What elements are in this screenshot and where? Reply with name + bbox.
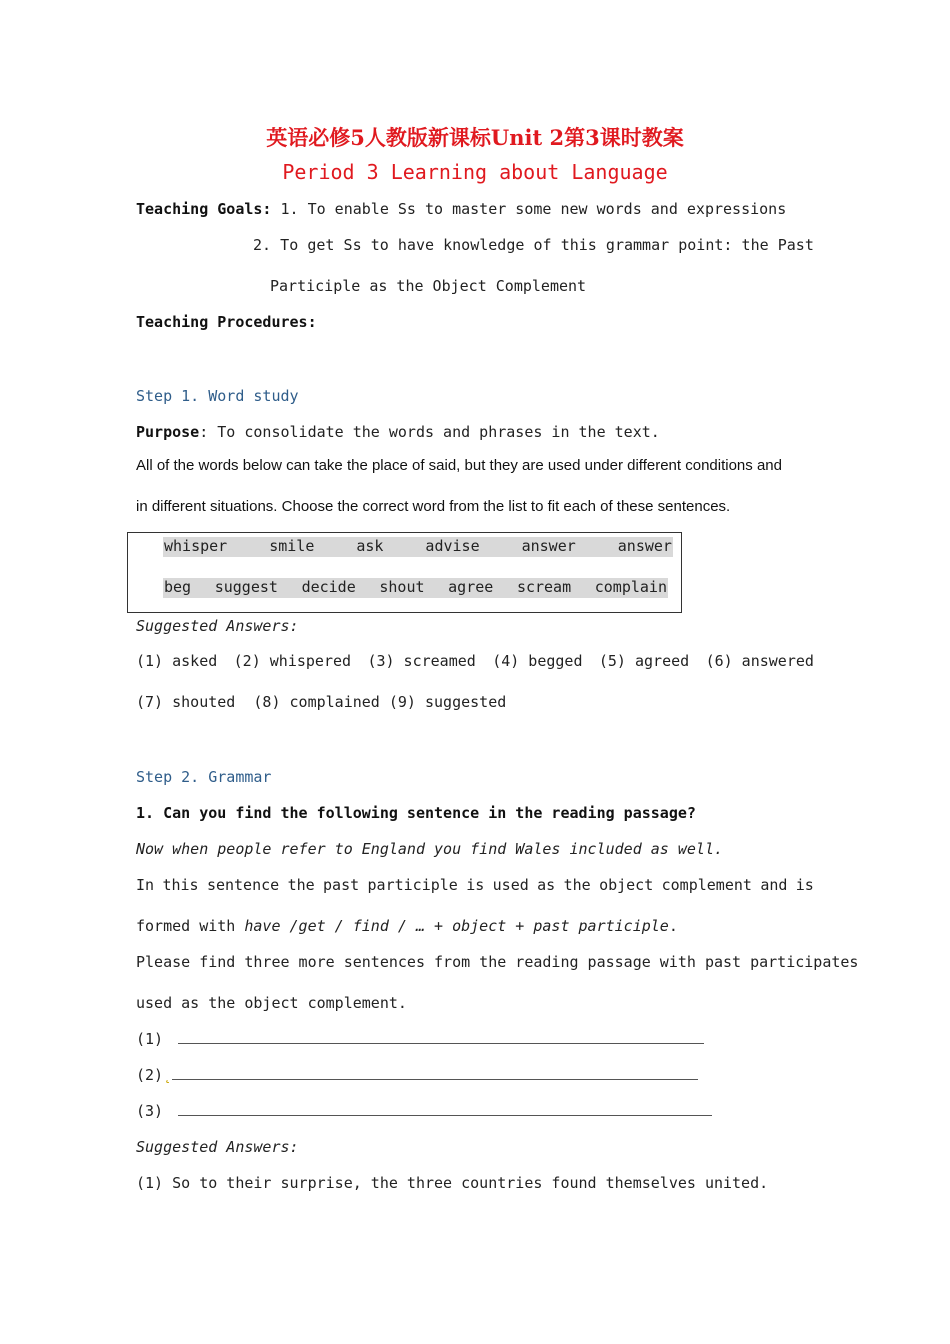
suggested-answer-1: (1) So to their surprise, the three countries found themselves united. [136, 1174, 769, 1192]
answer-blank-1 [136, 1029, 704, 1048]
answer-blank-2 [136, 1065, 698, 1084]
word-item: decide [301, 578, 356, 596]
word-item: complain [594, 578, 667, 596]
answers-row-2: (7) shouted (8) complained (9) suggested [136, 693, 507, 711]
goal-2-word: grammar [605, 236, 670, 254]
word-list-row-1 [163, 537, 673, 557]
word-item: advise [425, 537, 480, 555]
purpose-text: : To consolidate the words and phrases in the text. [199, 423, 660, 441]
answer-blank-3 [136, 1101, 712, 1120]
word-item: answer [617, 537, 672, 555]
step-2-heading: Step 2. Grammar [136, 768, 272, 786]
explanation-word: and [760, 876, 788, 894]
explanation-word: the [287, 876, 315, 894]
suggested-answers-label-1: Suggested Answers: [136, 617, 299, 635]
instruction-line-2: in different situations. Choose the correct word from the list to fit each of these sentences. [136, 498, 731, 515]
cursor-mark-icon: ˛ [163, 1066, 173, 1084]
document-subtitle: Period 3 Learning about Language [282, 160, 668, 184]
blank-label: (1) [136, 1030, 164, 1048]
answer-item: (5) agreed [598, 652, 690, 670]
word-item: agree [448, 578, 494, 596]
explanation-plain: formed with [136, 917, 245, 935]
explanation-word: sentence [206, 876, 280, 894]
goal-2-word: point: [678, 236, 733, 254]
answer-item: (6) answered [705, 652, 814, 670]
goal-2-word: Past [777, 236, 814, 254]
explanation-word: used [492, 876, 529, 894]
blank-label: (2) [136, 1066, 164, 1084]
step-1-heading: Step 1. Word study [136, 387, 299, 405]
word-list-row-2 [163, 578, 668, 598]
goal-2-word: to [370, 236, 389, 254]
teaching-goals [136, 200, 786, 218]
answer-line [172, 1065, 698, 1080]
answer-item: (1) asked [136, 652, 218, 670]
explanation-formula: have /get / find / … + object + past participle [244, 917, 669, 935]
explanation-word: participle [367, 876, 458, 894]
explanation-word: is [466, 876, 485, 894]
example-sentence: Now when people refer to England you find Wales included as well. [136, 840, 723, 858]
word-item: beg [164, 578, 192, 596]
answers-row-1 [136, 652, 814, 670]
purpose-label: Purpose [136, 423, 200, 441]
goal-2-word: knowledge [443, 236, 525, 254]
word-item: smile [269, 537, 315, 555]
goal-2-word: of [533, 236, 552, 254]
explanation-line-1 [136, 876, 814, 894]
goal-2-word: Ss [343, 236, 362, 254]
explanation-word: this [162, 876, 199, 894]
goal-2-word: have [397, 236, 435, 254]
word-item: ask [356, 537, 384, 555]
goal-2-word: 2. [253, 236, 272, 254]
explanation-word: complement [661, 876, 752, 894]
question-1 [136, 804, 696, 822]
answer-line [178, 1101, 712, 1116]
explanation-word: is [795, 876, 814, 894]
goal-2-word: this [560, 236, 597, 254]
answer-item: (4) begged [492, 652, 583, 670]
task-line-1: Please find three more sentences from the reading passage with past participates [136, 953, 859, 971]
question-1-number: 1. [136, 804, 155, 822]
goal-2-word: the [741, 236, 769, 254]
blank-label: (3) [136, 1102, 164, 1120]
goal-2-word: To [280, 236, 299, 254]
purpose-line [136, 423, 660, 441]
explanation-line-2 [136, 917, 678, 935]
explanation-end: . [668, 917, 678, 935]
teaching-procedures-label: Teaching Procedures: [136, 313, 317, 331]
explanation-word: as [537, 876, 556, 894]
word-item: suggest [214, 578, 278, 596]
word-item: whisper [164, 537, 228, 555]
answer-item: (3) screamed [367, 652, 476, 670]
explanation-word: past [323, 876, 360, 894]
goal-2 [253, 236, 814, 254]
goal-1: 1. To enable Ss to master some new words and expressions [280, 200, 787, 218]
word-item: answer [521, 537, 576, 555]
goal-2-word: get [307, 236, 335, 254]
explanation-word: the [563, 876, 591, 894]
answer-line [178, 1029, 704, 1044]
answer-item: (2) whispered [233, 652, 352, 670]
task-line-2: used as the object complement. [136, 994, 407, 1012]
question-1-text: Can you find the following sentence in the reading passage? [163, 804, 696, 822]
suggested-answers-label-2: Suggested Answers: [136, 1138, 299, 1156]
instruction-line-1: All of the words below can take the place of said, but they are used under different conditions and [136, 457, 782, 474]
document-title: 英语必修5人教版新课标Unit 2第3课时教案 [266, 125, 684, 150]
word-item: scream [516, 578, 572, 596]
word-item: shout [379, 578, 425, 596]
explanation-word: object [599, 876, 654, 894]
goal-2-continued: Participle as the Object Complement [270, 277, 587, 295]
explanation-word: In [136, 876, 155, 894]
teaching-goals-label: Teaching Goals: [136, 200, 272, 218]
